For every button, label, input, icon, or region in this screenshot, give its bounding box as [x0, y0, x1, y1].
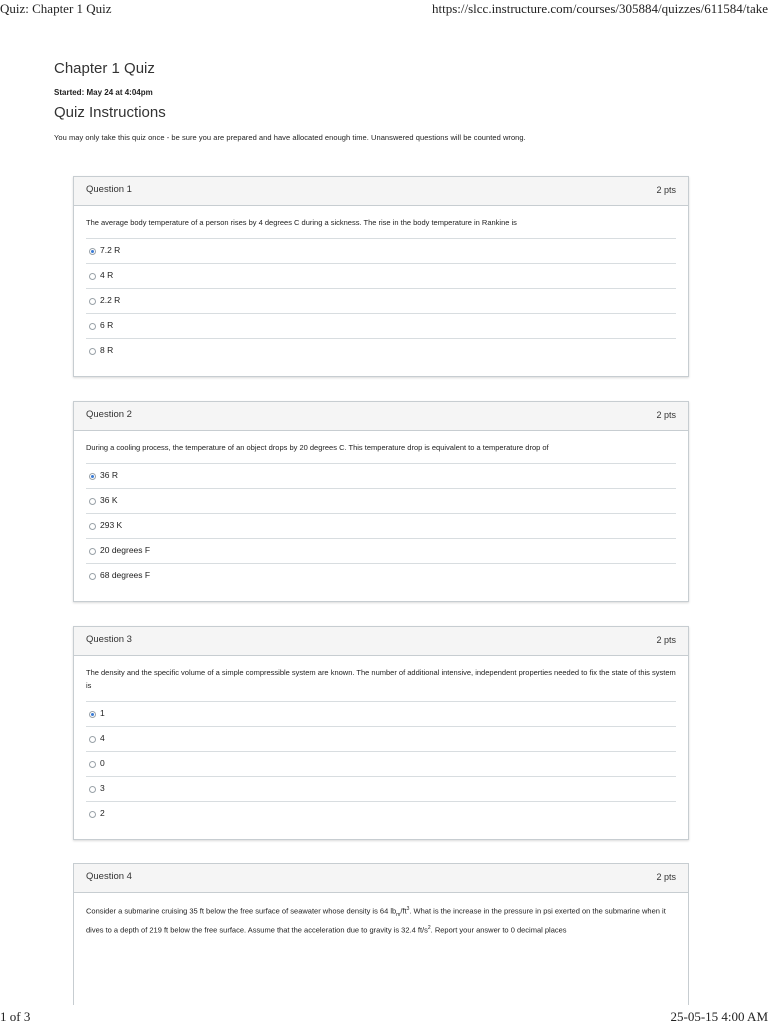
question-points: 2 pts — [656, 635, 676, 645]
answer-option[interactable] — [86, 464, 676, 489]
radio-button[interactable] — [89, 498, 96, 505]
answer-label: 4 — [100, 733, 105, 743]
question-text: The average body temperature of a person rises by 4 degrees C during a sickness. The rise in the body temperature in Rankine is — [86, 216, 676, 229]
answer-option[interactable] — [86, 264, 676, 289]
answer-option[interactable] — [86, 239, 676, 264]
quiz-started — [54, 88, 153, 97]
radio-button[interactable] — [89, 323, 96, 330]
print-page-title: Quiz: Chapter 1 Quiz — [0, 1, 112, 17]
radio-button[interactable] — [89, 736, 96, 743]
question-text-part: /ft — [400, 907, 406, 916]
question-text-part: . What is the increase in the pressure in psi exerted on the submarine when it dives to a depth of 219 ft below the free surface. Assume that the acceleration due to gravity is 32.4 ft/s — [86, 907, 666, 935]
question-name: Question 2 — [86, 409, 132, 420]
quiz-title: Chapter 1 Quiz — [54, 60, 155, 77]
answer-label: 1 — [100, 708, 105, 718]
question-text — [86, 903, 676, 937]
instructions-title: Quiz Instructions — [54, 104, 166, 121]
question-header — [74, 627, 688, 656]
answer-option[interactable] — [86, 314, 676, 339]
question-header — [74, 177, 688, 206]
answer-list — [86, 463, 676, 588]
answer-list — [86, 701, 676, 826]
question-name: Question 1 — [86, 184, 132, 195]
answer-option[interactable] — [86, 802, 676, 826]
answer-label: 2.2 R — [100, 295, 120, 305]
answer-label: 8 R — [100, 345, 113, 355]
question-points: 2 pts — [656, 185, 676, 195]
answer-option[interactable] — [86, 727, 676, 752]
started-value: May 24 at 4:04pm — [86, 88, 152, 97]
radio-button[interactable] — [89, 711, 96, 718]
question-points: 2 pts — [656, 410, 676, 420]
answer-option[interactable] — [86, 289, 676, 314]
question-text: The density and the specific volume of a simple compressible system are known. The number of additional intensive, independent properties needed to fix the state of this system is — [86, 666, 676, 692]
question-text-superscript: 2 — [428, 925, 431, 931]
question-text-subscript: m — [396, 912, 400, 918]
answer-label: 293 K — [100, 520, 122, 530]
answer-label: 20 degrees F — [100, 545, 150, 555]
question-text-part: Consider a submarine cruising 35 ft below the free surface of seawater whose density is 64 lb — [86, 907, 396, 916]
radio-button[interactable] — [89, 348, 96, 355]
answer-option[interactable] — [86, 514, 676, 539]
started-label: Started: — [54, 88, 84, 97]
answer-label: 3 — [100, 783, 105, 793]
answer-option[interactable] — [86, 777, 676, 802]
question-text: During a cooling process, the temperature of an object drops by 20 degrees C. This temperature drop is equivalent to a temperature drop of — [86, 441, 676, 454]
print-date: 25-05-15 4:00 AM — [671, 1009, 768, 1025]
answer-label: 68 degrees F — [100, 570, 150, 580]
answer-label: 0 — [100, 758, 105, 768]
answer-option[interactable] — [86, 752, 676, 777]
answer-option[interactable] — [86, 702, 676, 727]
radio-button[interactable] — [89, 548, 96, 555]
answer-option[interactable] — [86, 489, 676, 514]
radio-button[interactable] — [89, 786, 96, 793]
radio-button[interactable] — [89, 473, 96, 480]
question-points: 2 pts — [656, 872, 676, 882]
question-card-2 — [73, 401, 689, 602]
answer-label: 36 R — [100, 470, 118, 480]
radio-button[interactable] — [89, 811, 96, 818]
print-footer — [0, 1009, 768, 1024]
radio-button[interactable] — [89, 248, 96, 255]
question-name: Question 4 — [86, 871, 132, 882]
instructions-text: You may only take this quiz once - be sure you are prepared and have allocated enough time. Unanswered questions will be counted wrong. — [54, 133, 526, 142]
page-number: 1 of 3 — [0, 1009, 30, 1025]
radio-button[interactable] — [89, 273, 96, 280]
answer-list — [86, 238, 676, 363]
answer-option[interactable] — [86, 564, 676, 588]
question-name: Question 3 — [86, 634, 132, 645]
question-card-3 — [73, 626, 689, 840]
question-header — [74, 402, 688, 431]
radio-button[interactable] — [89, 761, 96, 768]
question-text-superscript: 3 — [407, 906, 410, 912]
question-card-1 — [73, 176, 689, 377]
answer-option[interactable] — [86, 339, 676, 363]
answer-label: 36 K — [100, 495, 118, 505]
radio-button[interactable] — [89, 298, 96, 305]
answer-label: 6 R — [100, 320, 113, 330]
question-card-4 — [73, 863, 689, 1005]
radio-button[interactable] — [89, 523, 96, 530]
answer-label: 2 — [100, 808, 105, 818]
answer-label: 4 R — [100, 270, 113, 280]
radio-button[interactable] — [89, 573, 96, 580]
answer-label: 7.2 R — [100, 245, 120, 255]
print-page-url: https://slcc.instructure.com/courses/305884/quizzes/611584/take — [432, 1, 768, 17]
question-text-part: . Report your answer to 0 decimal places — [431, 926, 567, 935]
answer-option[interactable] — [86, 539, 676, 564]
question-header — [74, 864, 688, 893]
